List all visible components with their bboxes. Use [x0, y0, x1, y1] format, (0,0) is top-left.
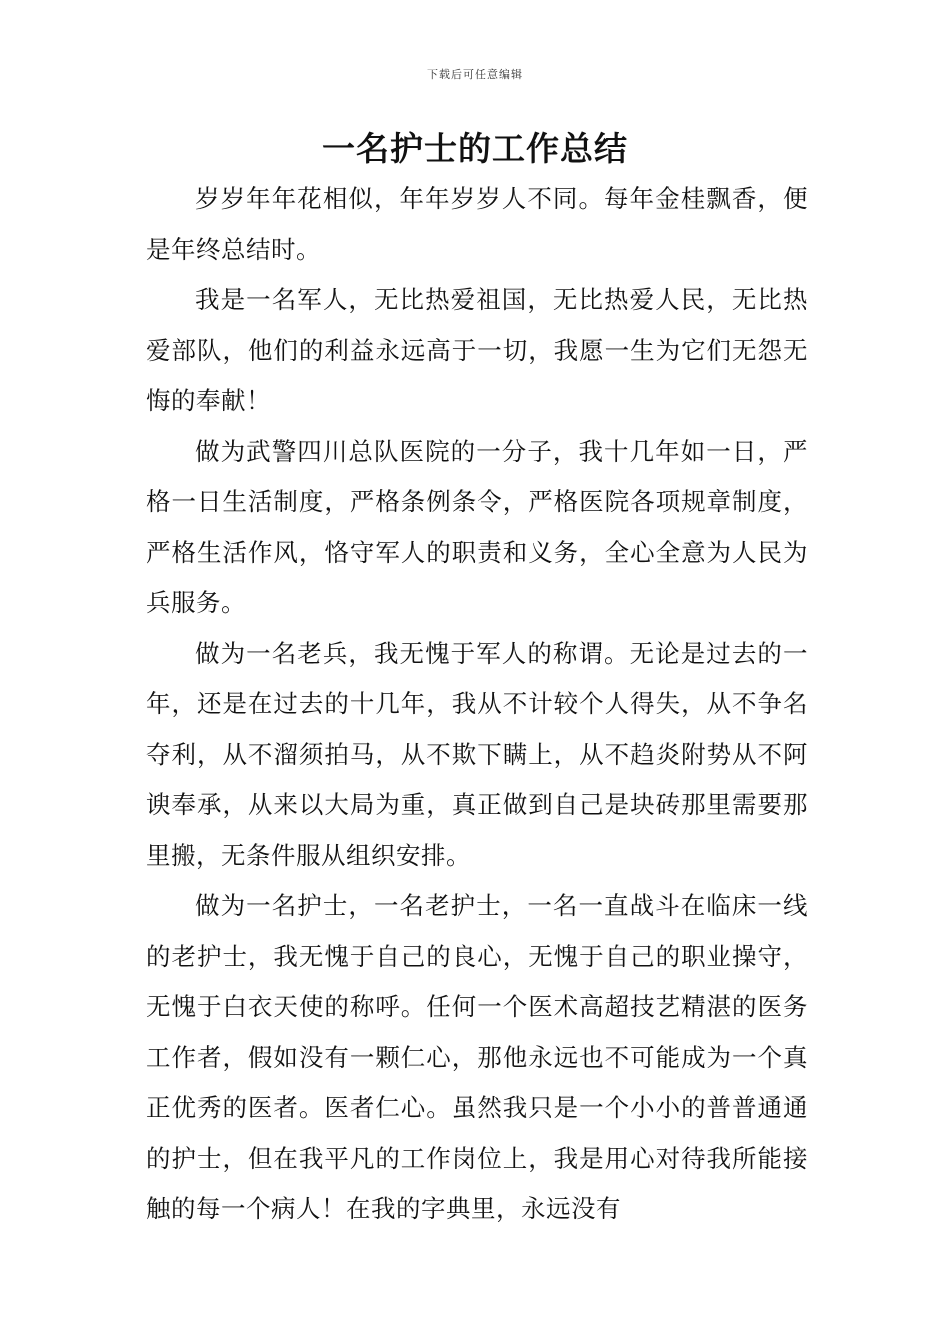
paragraph-3: 做为武警四川总队医院的一分子，我十几年如一日，严格一日生活制度，严格条例条令，严格医院各项规章制度，严格生活作风，恪守军人的职责和义务，全心全意为人民为兵服务。	[146, 436, 808, 617]
header-note: 下载后可任意编辑	[427, 68, 523, 81]
paragraph-2: 我是一名军人，无比热爱祖国，无比热爱人民，无比热爱部队，他们的利益永远高于一切，我愿一生为它们无怨无悔的奉献！	[146, 285, 808, 415]
paragraph-1: 岁岁年年花相似，年年岁岁人不同。每年金桂飘香，便是年终总结时。	[146, 184, 808, 264]
document-body	[146, 174, 808, 1235]
paragraph-4: 做为一名老兵，我无愧于军人的称谓。无论是过去的一年，还是在过去的十几年，我从不计较个人得失，从不争名夺利，从不溜须拍马，从不欺下瞒上，从不趋炎附势从不阿谀奉承，从来以大局为重，真正做到自己是块砖那里需要那里搬，无条件服从组织安排。	[146, 638, 808, 870]
document-title: 一名护士的工作总结	[322, 129, 628, 168]
paragraph-5: 做为一名护士，一名老护士，一名一直战斗在临床一线的老护士，我无愧于自己的良心，无愧于自己的职业操守，无愧于白衣天使的称呼。任何一个医术高超技艺精湛的医务工作者，假如没有一颗仁心，那他永远也不可能成为一个真正优秀的医者。医者仁心。虽然我只是一个小小的普普通通的护士，但在我平凡的工作岗位上，我是用心对待我所能接触的每一个病人！在我的字典里，永远没有	[146, 891, 808, 1223]
